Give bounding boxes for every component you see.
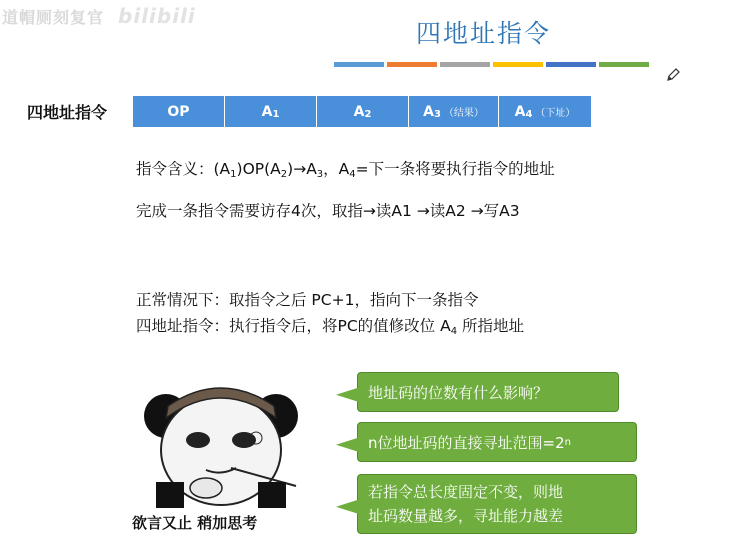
field-a4-note: （下址） xyxy=(535,108,576,119)
meme-caption: 欲言又止 稍加思考 xyxy=(132,514,258,532)
normal-case-line: 正常情况下：取指令之后 PC+1，指向下一条指令 xyxy=(136,291,479,309)
field-a1 xyxy=(225,96,317,127)
conclusion-bubble xyxy=(357,474,637,534)
pc-line-sub: 4 xyxy=(450,326,458,337)
bilibili-logo: bilibili xyxy=(118,4,196,28)
field-a2-label: A xyxy=(353,103,365,120)
question-bubble-text: 地址码的位数有什么影响？ xyxy=(368,383,549,402)
field-a4 xyxy=(499,96,591,127)
meaning-text: )OP(A xyxy=(236,160,281,178)
accent-bar-segment xyxy=(334,62,384,67)
four-address-pc-line xyxy=(136,314,524,336)
field-a2 xyxy=(317,96,409,127)
field-a1-label: A xyxy=(261,103,273,120)
accent-bar-segment xyxy=(599,62,649,67)
conclusion-line-1: 若指令总长度固定不变，则地 xyxy=(368,483,564,501)
accent-bar-segment xyxy=(546,62,596,67)
field-a4-label: A xyxy=(514,103,526,120)
accent-bar-segment xyxy=(493,62,543,67)
instruction-meaning-line xyxy=(136,157,555,179)
question-bubble xyxy=(357,372,619,412)
pc-line-text: 所指地址 xyxy=(457,317,525,335)
pencil-icon[interactable] xyxy=(666,68,680,82)
instruction-format-bar xyxy=(133,96,591,127)
field-op-label: OP xyxy=(167,103,190,120)
conclusion-line-2: 址码数量越多，寻址能力越差 xyxy=(368,507,564,525)
field-a4-sub: 4 xyxy=(525,109,533,120)
field-a1-sub: 1 xyxy=(272,109,280,120)
panda-meme-image xyxy=(136,378,306,510)
field-a3-sub: 3 xyxy=(433,109,441,120)
watermark xyxy=(2,4,196,28)
meaning-text: ，A xyxy=(323,160,350,178)
memory-access-line: 完成一条指令需要访存4次，取指→读A1 →读A2 →写A3 xyxy=(136,202,520,220)
accent-bar-segment xyxy=(387,62,437,67)
addressing-range-exponent: n xyxy=(564,436,571,448)
accent-bar-segment xyxy=(440,62,490,67)
meaning-text: =下一条将要执行指令的地址 xyxy=(355,160,555,178)
format-label: 四地址指令 xyxy=(27,103,108,122)
field-a3 xyxy=(409,96,499,127)
addressing-range-text: n位地址码的直接寻址范围=2 xyxy=(368,433,565,452)
meaning-sub: 3 xyxy=(316,169,324,180)
field-a3-label: A xyxy=(423,103,434,120)
slide-title: 四地址指令 xyxy=(416,19,552,48)
meaning-sub: 4 xyxy=(349,169,356,180)
pc-line-text: 四地址指令：执行指令后，将PC的值修改位 A xyxy=(136,317,451,335)
meaning-text: 指令含义：(A xyxy=(136,160,231,178)
field-a3-note: （结果） xyxy=(443,108,484,119)
meaning-sub: 2 xyxy=(280,169,288,180)
meaning-sub: 1 xyxy=(230,169,237,180)
watermark-text: 道帽厕刻复官 xyxy=(2,8,105,27)
field-op xyxy=(133,96,225,127)
field-a2-sub: 2 xyxy=(364,109,372,120)
addressing-range-bubble xyxy=(357,422,637,462)
meaning-text: )→A xyxy=(287,160,317,178)
